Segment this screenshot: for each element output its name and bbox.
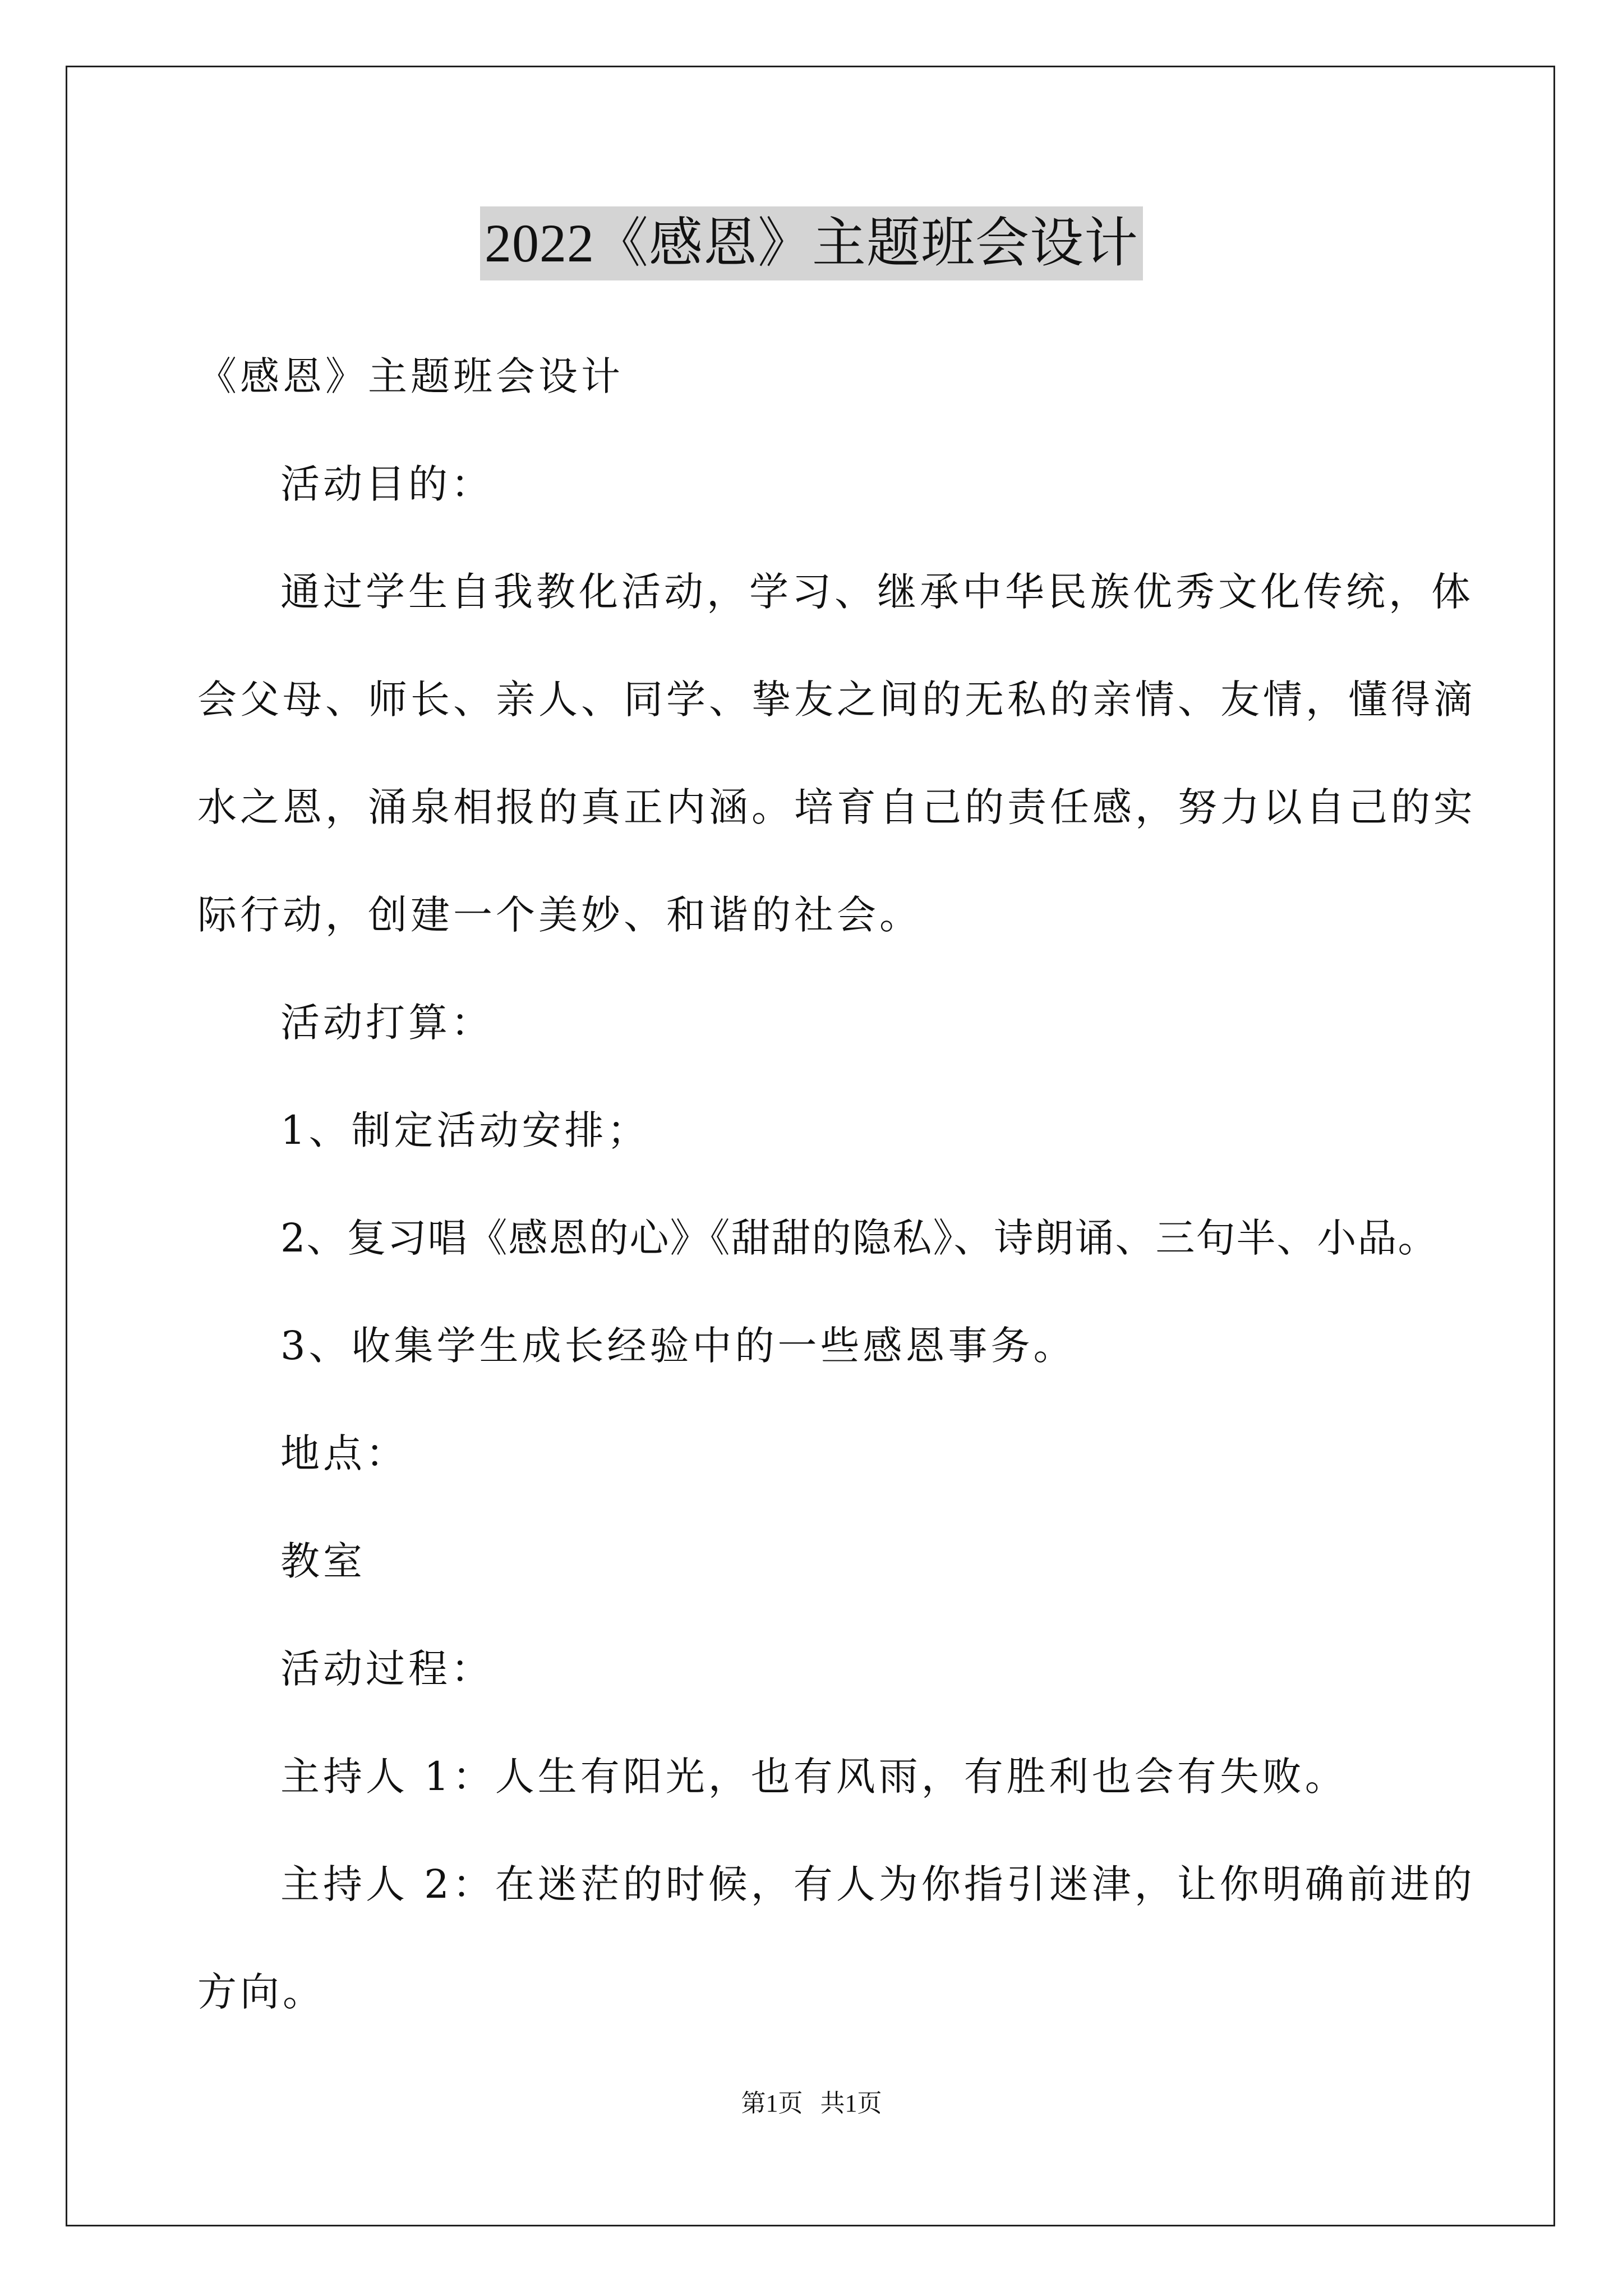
page-number-total: 共1页 bbox=[820, 2090, 882, 2117]
paragraph-line: 主持人 1：人生有阳光，也有风雨，有胜利也会有失败。 bbox=[280, 1754, 1348, 1800]
document-title: 2022《感恩》主题班会设计 bbox=[480, 206, 1143, 280]
page-number-current: 第1页 bbox=[741, 2090, 803, 2117]
paragraph-line: 方向。 bbox=[197, 1969, 325, 2015]
title-container bbox=[0, 206, 1623, 280]
list-item: 3、收集学生成长经验中的一些感恩事务。 bbox=[280, 1323, 1076, 1369]
paragraph-line: 水之恩，涌泉相报的真正内涵。培育自己的责任感，努力以自己的实 bbox=[197, 784, 1476, 830]
paragraph-line: 会父母、师长、亲人、同学、挚友之间的无私的亲情、友情，懂得滴 bbox=[197, 677, 1476, 723]
subtitle-line: 《感恩》主题班会设计 bbox=[197, 353, 624, 399]
list-item: 1、制定活动安排； bbox=[280, 1107, 650, 1153]
paragraph-line: 主持人 2：在迷茫的时候，有人为你指引迷津，让你明确前进的 bbox=[280, 1861, 1476, 1907]
section-heading-preparation: 活动打算： bbox=[280, 1000, 494, 1046]
location-value: 教室 bbox=[280, 1538, 366, 1584]
page-footer bbox=[0, 2088, 1623, 2119]
list-item: 2、复习唱《感恩的心》《甜甜的隐私》、诗朗诵、三句半、小品。 bbox=[280, 1215, 1438, 1261]
paragraph-line: 通过学生自我教化活动，学习、继承中华民族优秀文化传统，体 bbox=[280, 569, 1474, 615]
section-heading-process: 活动过程： bbox=[280, 1646, 494, 1692]
paragraph-line: 际行动，创建一个美妙、和谐的社会。 bbox=[197, 892, 922, 938]
section-heading-location: 地点： bbox=[280, 1430, 408, 1476]
section-heading-purpose: 活动目的： bbox=[280, 461, 494, 507]
